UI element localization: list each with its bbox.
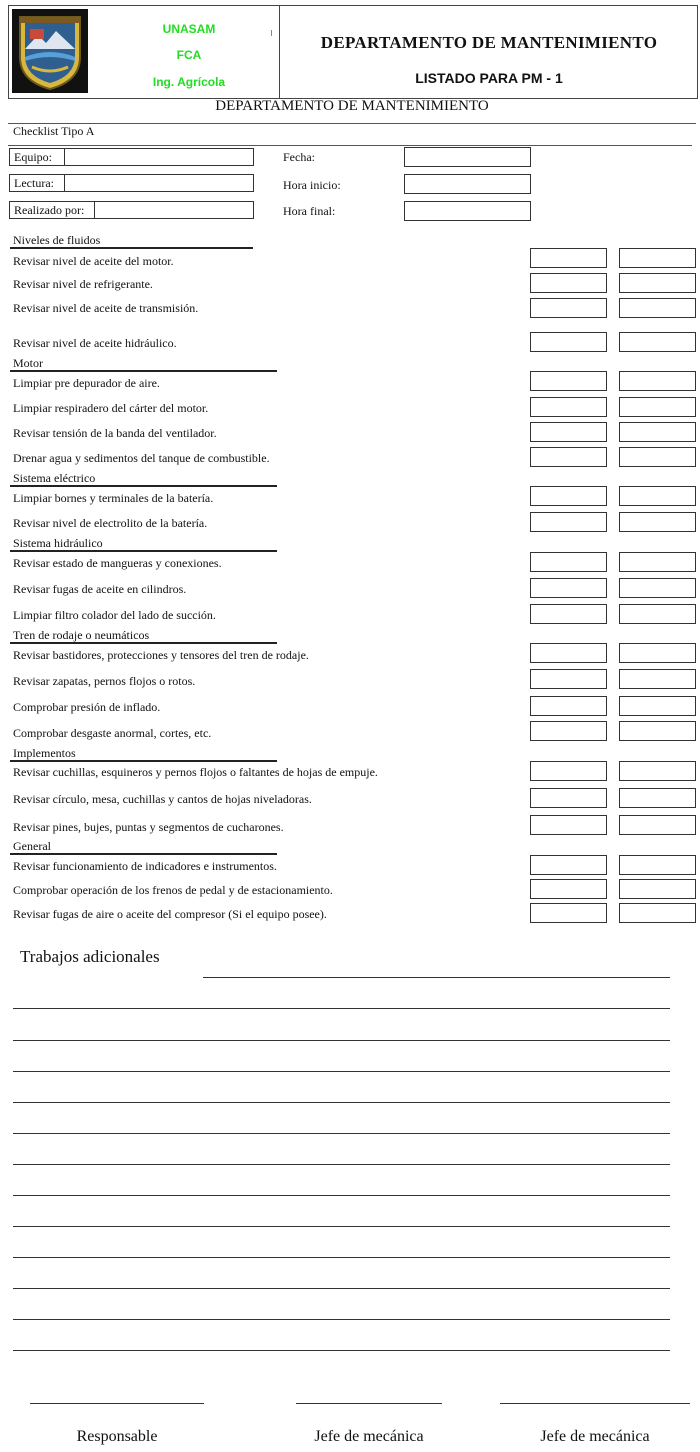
check-box[interactable] <box>619 879 696 899</box>
checklist-item: Revisar nivel de electrolito de la batería. <box>13 516 208 530</box>
checklist-type: Checklist Tipo A <box>13 124 95 138</box>
writing-line[interactable] <box>13 1164 670 1165</box>
realizado-por-label: Realizado por: <box>14 203 85 217</box>
lectura-label: Lectura: <box>14 176 54 190</box>
writing-line[interactable] <box>13 1008 670 1009</box>
additional-work-title: Trabajos adicionales <box>20 947 160 966</box>
checklist-item: Limpiar respiradero del cárter del motor. <box>13 401 209 415</box>
check-box[interactable] <box>530 761 607 781</box>
divider-line <box>8 145 692 146</box>
check-box[interactable] <box>530 447 607 467</box>
university-crest-icon <box>12 9 88 93</box>
check-box[interactable] <box>619 248 696 268</box>
checklist-item: Revisar zapatas, pernos flojos o rotos. <box>13 674 196 688</box>
tick-mark <box>271 30 272 36</box>
signature-line[interactable] <box>30 1403 204 1404</box>
checklist-item: Limpiar filtro colador del lado de succión. <box>13 608 216 622</box>
check-box[interactable] <box>530 578 607 598</box>
checklist-item: Limpiar pre depurador de aire. <box>13 376 160 390</box>
section-underline <box>10 550 277 552</box>
section-title: Tren de rodaje o neumáticos <box>13 628 150 642</box>
signature-label: Jefe de mecánica <box>540 1428 650 1445</box>
section-underline <box>10 760 277 762</box>
realizado-por-field[interactable] <box>9 201 254 219</box>
section-underline <box>10 642 277 644</box>
hora-final-label: Hora final: <box>283 204 336 218</box>
writing-line[interactable] <box>13 1071 670 1072</box>
check-box[interactable] <box>619 604 696 624</box>
header-subtitle: LISTADO PARA PM - 1 <box>415 70 563 86</box>
field-separator <box>64 174 65 192</box>
document-header <box>8 5 698 99</box>
signature-label: Jefe de mecánica <box>314 1428 424 1445</box>
check-box[interactable] <box>530 397 607 417</box>
hora-inicio-label: Hora inicio: <box>283 178 341 192</box>
header-title: DEPARTAMENTO DE MANTENIMIENTO <box>320 33 658 52</box>
writing-line[interactable] <box>13 1319 670 1320</box>
checklist-item: Comprobar operación de los frenos de pedal y de estacionamiento. <box>13 883 333 897</box>
writing-line[interactable] <box>13 1040 670 1041</box>
writing-line[interactable] <box>13 1226 670 1227</box>
check-box[interactable] <box>530 604 607 624</box>
checklist-item: Revisar nivel de refrigerante. <box>13 277 153 291</box>
checklist-item: Revisar estado de mangueras y conexiones. <box>13 556 222 570</box>
section-title: Sistema hidráulico <box>13 536 103 550</box>
section-title: Implementos <box>13 746 76 760</box>
section-underline <box>10 485 277 487</box>
department-title: DEPARTAMENTO DE MANTENIMIENTO <box>215 98 489 114</box>
section-title: Niveles de fluidos <box>13 233 101 247</box>
section-underline <box>10 247 253 249</box>
equipo-field[interactable] <box>9 148 254 166</box>
check-box[interactable] <box>619 643 696 663</box>
check-box[interactable] <box>530 248 607 268</box>
check-box[interactable] <box>530 903 607 923</box>
check-box[interactable] <box>619 696 696 716</box>
checklist-item: Revisar nivel de aceite del motor. <box>13 254 174 268</box>
check-box[interactable] <box>619 855 696 875</box>
writing-line[interactable] <box>13 1133 670 1134</box>
signature-line[interactable] <box>500 1403 690 1404</box>
check-box[interactable] <box>530 273 607 293</box>
writing-line[interactable] <box>13 1195 670 1196</box>
check-box[interactable] <box>530 879 607 899</box>
fecha-label: Fecha: <box>283 150 315 164</box>
check-box[interactable] <box>619 397 696 417</box>
org-name: UNASAM <box>162 22 216 36</box>
signature-label: Responsable <box>76 1428 158 1445</box>
checklist-item: Revisar tensión de la banda del ventilador. <box>13 426 217 440</box>
check-box[interactable] <box>530 422 607 442</box>
checklist-item: Revisar fugas de aire o aceite del compresor (Si el equipo posee). <box>13 907 327 921</box>
check-box[interactable] <box>530 552 607 572</box>
signature-line[interactable] <box>296 1403 442 1404</box>
check-box[interactable] <box>530 855 607 875</box>
check-box[interactable] <box>619 815 696 835</box>
check-box[interactable] <box>530 696 607 716</box>
checklist-item: Drenar agua y sedimentos del tanque de combustible. <box>13 451 270 465</box>
writing-line[interactable] <box>13 1102 670 1103</box>
checklist-item: Revisar pines, bujes, puntas y segmentos de cucharones. <box>13 820 284 834</box>
hora-inicio-field[interactable] <box>404 174 531 194</box>
section-underline <box>10 853 277 855</box>
checklist-item: Revisar cuchillas, esquineros y pernos flojos o faltantes de hojas de empuje. <box>13 765 378 779</box>
check-box[interactable] <box>530 815 607 835</box>
check-box[interactable] <box>619 273 696 293</box>
checklist-item: Comprobar presión de inflado. <box>13 700 161 714</box>
check-box[interactable] <box>530 669 607 689</box>
checklist-item: Revisar funcionamiento de indicadores e instrumentos. <box>13 859 277 873</box>
check-box[interactable] <box>530 643 607 663</box>
check-box[interactable] <box>619 422 696 442</box>
writing-line[interactable] <box>13 1350 670 1351</box>
check-box[interactable] <box>619 486 696 506</box>
check-box[interactable] <box>619 903 696 923</box>
check-box[interactable] <box>619 298 696 318</box>
section-underline <box>10 370 277 372</box>
section-title: Sistema eléctrico <box>13 471 96 485</box>
check-box[interactable] <box>530 486 607 506</box>
check-box[interactable] <box>619 371 696 391</box>
checklist-item: Comprobar desgaste anormal, cortes, etc. <box>13 726 212 740</box>
header-left-panel <box>9 6 279 98</box>
checklist-item: Limpiar bornes y terminales de la batería. <box>13 491 214 505</box>
check-box[interactable] <box>530 721 607 741</box>
section-title: Motor <box>13 356 43 370</box>
header-divider <box>279 6 280 98</box>
checklist-item: Revisar fugas de aceite en cilindros. <box>13 582 187 596</box>
checklist-item: Revisar círculo, mesa, cuchillas y cantos de hojas niveladoras. <box>13 792 312 806</box>
checklist-item: Revisar nivel de aceite hidráulico. <box>13 336 177 350</box>
check-box[interactable] <box>530 512 607 532</box>
field-separator <box>94 201 95 219</box>
check-box[interactable] <box>619 552 696 572</box>
writing-line[interactable] <box>203 977 670 978</box>
check-box[interactable] <box>619 447 696 467</box>
check-box[interactable] <box>530 332 607 352</box>
department-banner <box>8 97 696 124</box>
writing-line[interactable] <box>13 1288 670 1289</box>
checklist-item: Revisar bastidores, protecciones y tensores del tren de rodaje. <box>13 648 309 662</box>
check-box[interactable] <box>619 512 696 532</box>
check-box[interactable] <box>530 371 607 391</box>
org-program: Ing. Agrícola <box>152 75 226 89</box>
writing-line[interactable] <box>13 1257 670 1258</box>
field-separator <box>64 148 65 166</box>
check-box[interactable] <box>530 298 607 318</box>
lectura-field[interactable] <box>9 174 254 192</box>
check-box[interactable] <box>530 788 607 808</box>
checklist-item: Revisar nivel de aceite de transmisión. <box>13 301 199 315</box>
org-faculty: FCA <box>176 48 202 62</box>
section-title: General <box>13 839 51 853</box>
check-box[interactable] <box>619 761 696 781</box>
check-box[interactable] <box>619 788 696 808</box>
check-box[interactable] <box>619 721 696 741</box>
check-box[interactable] <box>619 578 696 598</box>
check-box[interactable] <box>619 669 696 689</box>
hora-final-field[interactable] <box>404 201 531 221</box>
fecha-field[interactable] <box>404 147 531 167</box>
check-box[interactable] <box>619 332 696 352</box>
equipo-label: Equipo: <box>14 150 52 164</box>
